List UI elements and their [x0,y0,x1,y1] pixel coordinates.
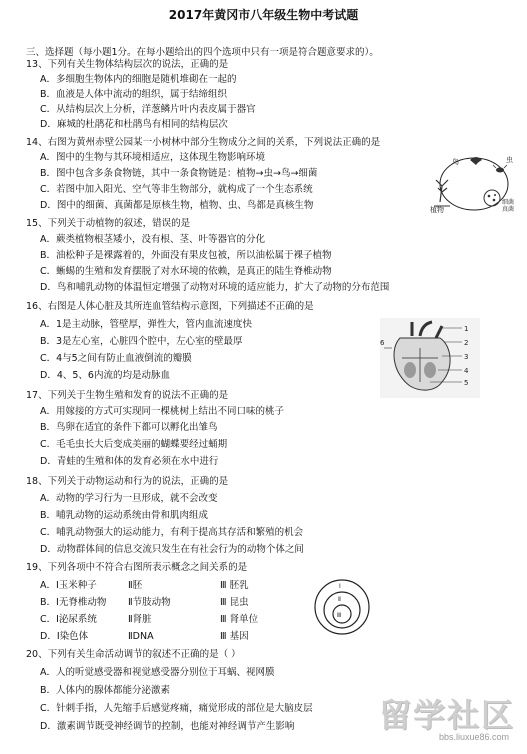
insect-icon [493,165,507,173]
question-13-stem: 13、下列有关生物体结构层次的说法，正确的是 [26,59,229,70]
label-microbe-line1: 细菌 [502,199,515,206]
question-15-option-a: A．蕨类植物根茎矮小，没有根、茎、叶等器官的分化 [40,234,265,245]
question-15-option-b: B．油松种子是裸露着的，外面没有果皮包被，所以油松属于裸子植物 [40,250,332,261]
question-17-option-b: B．鸟卵在适宜的条件下都可以孵化出雏鸟 [40,422,218,433]
heart-label-1: 1 [464,325,469,333]
section-heading: 三、选择题（每小题1分。在每小题给出的四个选项中只有一项是符合题意要求的）。 [26,47,379,58]
question-18-option-b: B．哺乳动物的运动系统由骨和肌肉组成 [40,510,209,521]
row-d-col-3: Ⅲ 基因 [220,631,249,642]
question-13-option-a: A．多细胞生物体内的细胞是随机堆砌在一起的 [40,74,237,85]
question-16-option-a: A．1是主动脉，管壁厚，弹性大，管内血流速度快 [40,319,253,330]
question-19-stem: 19、下列各项中不符合右图所表示概念之间关系的是 [26,562,248,573]
watermark [327,690,515,742]
question-14-option-a: A．图中的生物与其环境相适应，这体现生物影响环境 [40,152,265,163]
question-20-option-a: A．人的听觉感受器和视觉感受器分别位于耳蜗、视网膜 [40,667,275,678]
question-19-row-d [40,630,249,643]
circle-label-1: Ⅰ [339,583,341,590]
question-16-option-d: D．4、5、6内流的均是动脉血 [40,370,170,381]
row-b-col-2: Ⅱ节肢动物 [128,597,171,608]
heart-label-6: 6 [380,339,385,347]
microbe-icon [484,190,500,206]
watermark-url: bbs.liuxue86.com [438,732,509,742]
question-19-row-c [40,613,258,626]
row-c-col-1: C．Ⅰ泌尿系统 [40,614,97,625]
question-13-option-c: C．从结构层次上分析，洋葱鳞片叶内表皮属于器官 [40,104,256,115]
question-15-option-c: C．蜥蜴的生殖和发育摆脱了对水环境的依赖，是真正的陆生脊椎动物 [40,266,332,277]
watermark-logo-text: 留学社区 [378,696,515,734]
question-17-option-d: D．青蛙的生殖和体的发育必须在水中进行 [40,456,219,467]
question-15-stem: 15、下列关于动植物的叙述，错误的是 [26,218,191,229]
row-c-col-3: Ⅲ 肾单位 [220,614,259,625]
question-20-option-c: C．针刺手指，人先缩手后感觉疼痛，痛觉形成的部位是大脑皮层 [40,703,313,714]
concept-circles-figure [313,578,371,636]
question-19-row-b [40,596,249,609]
heart-label-3: 3 [464,353,469,361]
question-18-option-c: C．哺乳动物强大的运动能力，有利于提高其存活和繁殖的机会 [40,527,304,538]
question-15-option-d: D．鸟和哺乳动物的体温恒定增强了动物对环境的适应能力，扩大了动物的分布范围 [40,282,390,293]
question-14-stem: 14、右图为黄州赤壁公园某一小树林中部分生物成分之间的关系，下列说法正确的是 [26,137,381,148]
row-c-col-2: Ⅱ肾脏 [128,614,152,625]
question-14-option-d: D．图中的细菌、真菌都是原核生物，植物、虫、鸟都是真核生物 [40,200,314,211]
question-16-option-b: B．3是左心室，心脏四个腔中，左心室的壁最厚 [40,336,243,347]
question-17-option-a: A．用嫁接的方式可实现同一棵桃树上结出不同口味的桃子 [40,406,284,417]
label-bird: 鸟 [452,158,459,166]
question-18-stem: 18、下列关于动物运动和行为的说法，正确的是 [26,476,229,487]
question-17-stem: 17、下列关于生物生殖和发育的说法不正确的是 [26,390,229,401]
label-microbe-line2: 真菌 [502,206,515,213]
heart-label-2: 2 [464,339,469,347]
food-web-figure [430,150,518,218]
row-a-col-2: Ⅱ胚 [128,580,143,591]
row-b-col-1: B．Ⅰ无脊椎动物 [40,597,107,608]
circle-label-2: Ⅱ [338,596,341,603]
circle-label-3: Ⅲ [337,612,342,619]
question-13-option-b: B．血液是人体中流动的组织，属于结缔组织 [40,89,228,100]
row-a-col-1: A．Ⅰ玉米种子 [40,580,97,591]
row-a-col-3: Ⅲ 胚乳 [220,580,249,591]
question-20-option-d: D．激素调节既受神经调节的控制，也能对神经调节产生影响 [40,721,295,732]
row-d-col-1: D．Ⅰ染色体 [40,631,89,642]
question-20-option-b: B．人体内的腺体都能分泌激素 [40,685,171,696]
question-18-option-d: D．动物群体间的信息交流只发生在有社会行为的动物个体之间 [40,544,304,555]
row-b-col-3: Ⅲ 昆虫 [220,597,249,608]
question-14-option-b: B．图中包含多条食物链，其中一条食物链是：植物→虫→鸟→细菌 [40,168,318,179]
question-17-option-c: C．毛毛虫长大后变成美丽的蝴蝶要经过蛹期 [40,439,228,450]
label-plant: 植物 [430,206,444,214]
label-insect: 虫 [506,156,513,164]
row-d-col-2: ⅡDNA [128,631,154,642]
question-16-option-c: C．4与5之间有防止血液倒流的瓣膜 [40,353,192,364]
page-title: 2017年黄冈市八年级生物中考试题 [168,8,359,22]
heart-diagram-figure [380,318,480,398]
question-18-option-a: A．动物的学习行为一旦形成，就不会改变 [40,493,218,504]
heart-label-5: 5 [464,379,469,387]
label-microbe [502,198,516,213]
question-14-option-c: C．若图中加入阳光、空气等非生物部分，就构成了一个生态系统 [40,184,313,195]
question-20-stem: 20、下列有关生命活动调节的叙述不正确的是（ ） [26,649,241,660]
heart-label-4: 4 [464,367,469,375]
question-19-row-a [40,579,249,592]
question-13-option-d: D．麻城的杜鹃花和杜鹃鸟有相同的结构层次 [40,119,228,130]
question-16-stem: 16、右图是人体心脏及其所连血管结构示意图，下列描述不正确的是 [26,301,314,312]
